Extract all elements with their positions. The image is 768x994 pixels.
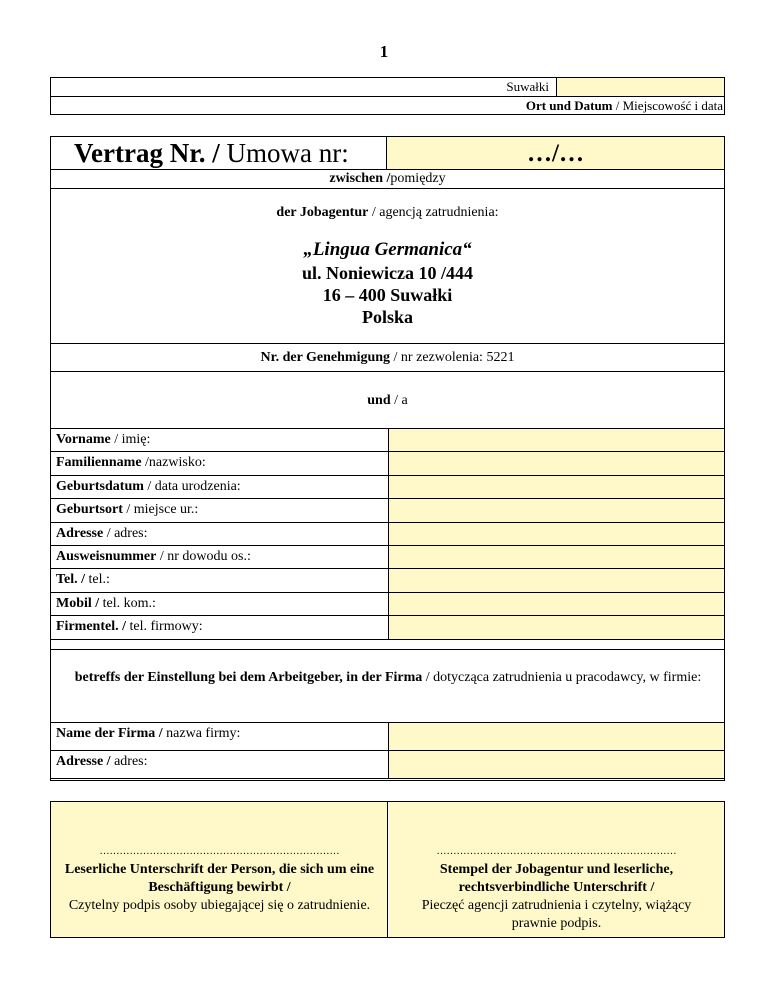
person-field-label <box>50 569 386 592</box>
person-field-input[interactable] <box>388 593 724 616</box>
place-input-field[interactable] <box>556 78 724 96</box>
person-field-label-rest: / miejsce ur.: <box>122 502 199 518</box>
person-field-label-bold: Firmentel. / <box>56 619 126 635</box>
person-field-row <box>50 523 725 546</box>
person-field-row <box>50 616 725 639</box>
person-field-label <box>50 546 386 569</box>
between-divider <box>50 188 725 189</box>
person-field-label-bold: Ausweisnummer <box>56 549 157 564</box>
person-field-label-bold: Mobil / <box>56 595 100 611</box>
agency-caption-bold: Stempel der Jobagentur und leserliche, rechtsverbindliche Unterschrift / <box>439 862 674 895</box>
company-field-label-bold: Name der Firma / <box>56 726 163 741</box>
person-field-row <box>50 452 725 475</box>
person-field-row <box>50 593 725 616</box>
person-field-label-rest: /nazwisko: <box>141 455 206 471</box>
page-number: 1 <box>379 42 389 61</box>
agency-rest: / agencją zatrudnienia: <box>368 205 499 220</box>
agency-signature-caption <box>399 861 714 933</box>
person-field-label-rest: tel. kom.: <box>99 595 156 611</box>
between-rest: pomiędzy <box>390 171 446 186</box>
person-field-label-bold: Vorname <box>56 432 111 447</box>
company-field-label-rest: adres: <box>110 754 148 769</box>
person-field-input[interactable] <box>388 499 724 522</box>
person-field-label <box>50 593 386 616</box>
contract-title <box>74 137 349 169</box>
company-field-row <box>50 723 725 751</box>
and-label <box>50 393 725 409</box>
company-field-label <box>50 723 386 751</box>
agency-bold: der Jobagentur <box>276 205 369 220</box>
person-field-input[interactable] <box>388 476 724 499</box>
permit-bold: Nr. der Genehmigung <box>260 350 391 365</box>
and-rest: / a <box>390 393 408 408</box>
person-field-label <box>50 429 386 452</box>
person-field-label <box>50 452 386 475</box>
company-field-divider <box>50 778 725 779</box>
employment-rest: / dotycząca zatrudnienia u pracodawcy, w firmie: <box>422 670 702 685</box>
person-field-label-rest: / data urodzenia: <box>143 478 241 494</box>
agency-country: Polska <box>361 307 413 327</box>
employment-bold: betreffs der Einstellung bei dem Arbeitgeber, in der Firma <box>74 670 423 685</box>
date-label-bold: Ort und Datum <box>525 98 613 113</box>
permit-divider <box>50 371 725 372</box>
person-field-input[interactable] <box>388 452 724 475</box>
person-field-input[interactable] <box>388 616 724 639</box>
contract-number-field[interactable]: …/… <box>386 137 724 170</box>
person-field-label-rest: tel.: <box>85 572 110 588</box>
person-field-label-bold: Geburtsdatum <box>56 478 144 494</box>
person-field-input[interactable] <box>388 569 724 592</box>
person-field-label <box>50 499 386 522</box>
applicant-signature-caption <box>62 861 377 915</box>
person-field-input[interactable] <box>388 523 724 546</box>
company-field-label-rest: nazwa firmy: <box>162 726 241 741</box>
person-field-row <box>50 546 725 569</box>
person-field-label <box>50 616 386 639</box>
person-field-label-rest: / adres: <box>103 525 148 541</box>
person-field-label-rest: / nr dowodu os.: <box>156 549 251 564</box>
person-field-row <box>50 429 725 452</box>
person-field-label-rest: / imię: <box>110 432 151 447</box>
applicant-caption-rest: Czytelny podpis osoby ubiegającej się o zatrudnienie. <box>68 898 371 913</box>
place-value: Suwałki <box>506 79 549 94</box>
person-field-label <box>50 523 386 546</box>
company-field-label-bold: Adresse / <box>56 754 111 769</box>
between-bold: zwischen / <box>329 171 391 186</box>
and-bold: und <box>367 393 391 408</box>
agency-label <box>50 205 725 221</box>
person-field-label-bold: Geburtsort <box>56 502 123 518</box>
employment-divider-top <box>50 649 725 650</box>
person-field-label-bold: Adresse <box>56 525 104 541</box>
applicant-dots: ……………………………………………………………… <box>99 846 340 857</box>
agency-street: ul. Noniewicza 10 /444 <box>302 263 473 283</box>
person-field-divider <box>50 639 725 640</box>
person-field-row <box>50 499 725 522</box>
company-field-input[interactable] <box>388 723 724 751</box>
agency-dots: ……………………………………………………………… <box>436 846 677 857</box>
company-field-row <box>50 751 725 779</box>
company-field-label <box>50 751 386 779</box>
person-field-input[interactable] <box>388 546 724 569</box>
date-label <box>50 97 723 115</box>
person-field-row <box>50 569 725 592</box>
agency-city: 16 – 400 Suwałki <box>322 285 453 305</box>
employment-label <box>68 668 708 687</box>
person-field-row <box>50 476 725 499</box>
agency-name: „Lingua Germanica“ <box>303 239 472 260</box>
company-field-input[interactable] <box>388 751 724 779</box>
contract-title-rest: Umowa nr: <box>219 138 349 168</box>
person-field-label-bold: Familienname <box>56 455 142 471</box>
person-field-label-bold: Tel. / <box>56 572 86 588</box>
person-field-input[interactable] <box>388 429 724 452</box>
permit-label <box>50 344 725 371</box>
agency-caption-rest: Pieczęć agencji zatrudnienia i czytelny, wiążący prawnie podpis. <box>421 898 692 931</box>
between-label <box>50 170 725 188</box>
contract-title-bold: Vertrag Nr. / <box>74 138 220 168</box>
permit-rest: / nr zezwolenia: 5221 <box>390 350 515 365</box>
date-label-rest: / Miejscowość i data <box>612 98 723 113</box>
person-field-label-rest: tel. firmowy: <box>125 619 203 635</box>
person-field-label <box>50 476 386 499</box>
applicant-caption-bold: Leserliche Unterschrift der Person, die sich um eine Beschäftigung bewirbt / <box>64 862 375 895</box>
